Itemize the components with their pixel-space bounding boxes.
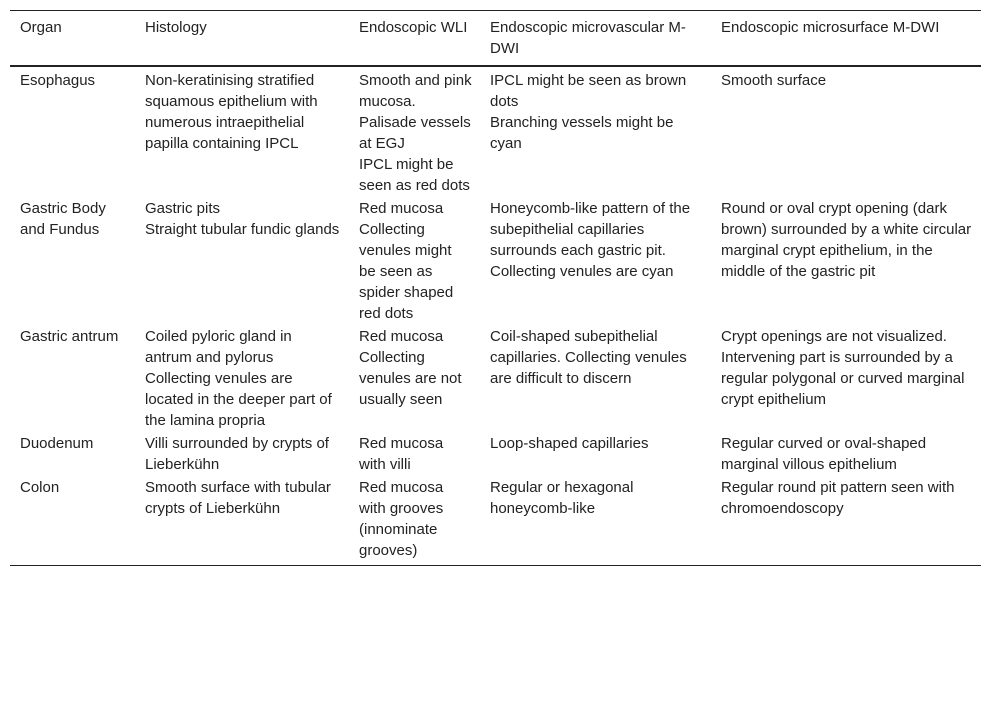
cell-histology: [135, 432, 349, 476]
cell-microsurface: [711, 197, 981, 325]
cell-organ: [10, 197, 135, 325]
cell-line: Crypt openings are not visualized. Intervening part is surrounded by a regular polygonal or curved marginal crypt epithelium: [721, 328, 965, 408]
cell-histology: [135, 197, 349, 325]
cell-organ: [10, 432, 135, 476]
cell-line: IPCL might be seen as red dots: [359, 156, 470, 194]
cell-line: Regular or hexagonal honeycomb-like: [490, 479, 634, 517]
header-organ: Organ: [20, 19, 62, 36]
cell-line: Gastric pits: [145, 200, 221, 217]
cell-wli: [349, 66, 480, 197]
cell-line: Branching vessels might be cyan: [490, 114, 674, 152]
comparison-table: [10, 10, 981, 566]
cell-organ: [10, 66, 135, 197]
cell-microvascular: [480, 476, 711, 566]
cell-line: Smooth surface with tubular crypts of Lieberkühn: [145, 479, 331, 517]
cell-microsurface: [711, 325, 981, 432]
comparison-table-container: [10, 10, 981, 566]
header-histology: Histology: [145, 19, 207, 36]
cell-line: Straight tubular fundic glands: [145, 221, 340, 238]
cell-microvascular: [480, 325, 711, 432]
table-row: [10, 476, 981, 566]
cell-organ: [10, 325, 135, 432]
cell-line: Smooth and pink mucosa. Palisade vessels at EGJ: [359, 72, 472, 152]
cell-microvascular: [480, 66, 711, 197]
cell-line: Red mucosa: [359, 200, 444, 217]
cell-line: Villi surrounded by crypts of Lieberkühn: [145, 435, 329, 473]
cell-line: Red mucosa: [359, 328, 444, 345]
table-header: [10, 11, 981, 67]
cell-line: Regular round pit pattern seen with chromoendoscopy: [721, 479, 955, 517]
cell-line: Coiled pyloric gland in antrum and pylorus: [145, 328, 292, 366]
cell-line: Smooth surface: [721, 72, 827, 89]
cell-line: Honeycomb-like pattern of the subepithelial capillaries surrounds each gastric pit. Collecting venules are cyan: [490, 200, 691, 280]
header-row: [10, 11, 981, 67]
cell-line: Duodenum: [20, 435, 94, 452]
cell-microvascular: [480, 432, 711, 476]
cell-line: Colon: [20, 479, 60, 496]
cell-line: Gastric antrum: [20, 328, 119, 345]
cell-line: Non-keratinising stratified squamous epithelium with numerous intraepithelial papilla containing IPCL: [145, 72, 318, 152]
table-row: [10, 432, 981, 476]
cell-line: Coil-shaped subepithelial capillaries. Collecting venules are difficult to discern: [490, 328, 687, 387]
cell-line: Red mucosa with villi: [359, 435, 444, 473]
cell-microvascular: [480, 197, 711, 325]
cell-histology: [135, 66, 349, 197]
cell-line: Esophagus: [20, 72, 96, 89]
cell-line: IPCL might be seen as brown dots: [490, 72, 687, 110]
cell-wli: [349, 197, 480, 325]
table-row: [10, 197, 981, 325]
table-row: [10, 66, 981, 197]
cell-wli: [349, 432, 480, 476]
cell-histology: [135, 476, 349, 566]
cell-microsurface: [711, 432, 981, 476]
cell-microsurface: [711, 476, 981, 566]
cell-line: Collecting venules are not usually seen: [359, 349, 462, 408]
cell-line: Loop-shaped capillaries: [490, 435, 649, 452]
header-wli: Endoscopic WLI: [359, 19, 468, 36]
cell-line: Collecting venules might be seen as spider shaped red dots: [359, 221, 454, 322]
cell-histology: [135, 325, 349, 432]
cell-microsurface: [711, 66, 981, 197]
table-row: [10, 325, 981, 432]
cell-line: Round or oval crypt opening (dark brown) surrounded by a white circular marginal crypt epithelium, in the middle of the gastric pit: [721, 200, 972, 280]
cell-line: Collecting venules are located in the deeper part of the lamina propria: [145, 370, 332, 429]
table-body: [10, 66, 981, 566]
header-microsurface: Endoscopic microsurface M-DWI: [721, 19, 940, 36]
header-microvascular: Endoscopic microvascular M-DWI: [490, 19, 686, 57]
cell-wli: [349, 325, 480, 432]
cell-line: Red mucosa with grooves (innominate grooves): [359, 479, 444, 559]
cell-organ: [10, 476, 135, 566]
cell-wli: [349, 476, 480, 566]
cell-line: Regular curved or oval-shaped marginal villous epithelium: [721, 435, 927, 473]
cell-line: Gastric Body and Fundus: [20, 200, 106, 238]
